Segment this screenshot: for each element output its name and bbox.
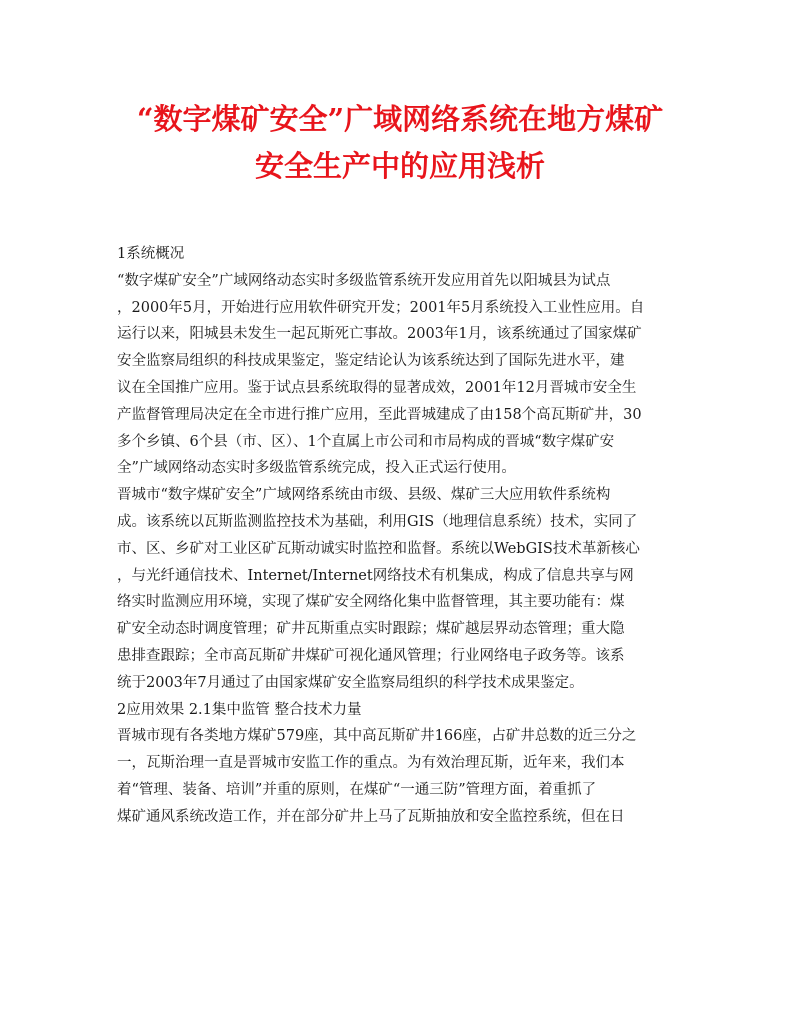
body-line: 成。该系统以瓦斯监测监控技术为基础，利用GIS（地理信息系统）技术，实同了: [117, 513, 638, 530]
body-line: “数字煤矿安全”广域网络动态实时多级监管系统开发应用首先以阳城县为试点: [117, 272, 611, 289]
body-line: 患排查跟踪；全市高瓦斯矿井煤矿可视化通风管理；行业网络电子政务等。该系: [117, 647, 625, 664]
section-heading: 2应用效果 2.1集中监管 整合技术力量: [117, 701, 362, 718]
body-line: 煤矿通风系统改造工作，并在部分矿井上马了瓦斯抽放和安全监控系统，但在日: [117, 808, 625, 825]
body-line: 多个乡镇、6个县（市、区）、1个直属上市公司和市局构成的晋城“数字煤矿安: [117, 433, 615, 450]
body-line: 络实时监测应用环境，实现了煤矿安全网络化集中监督管理，其主要功能有：煤: [117, 594, 625, 611]
section-heading: 1系统概况: [117, 246, 185, 262]
body-line: 运行以来，阳城县未发生一起瓦斯死亡事故。2003年1月，该系统通过了国家煤矿: [117, 326, 642, 343]
title-line: 安全生产中的应用浅析: [254, 149, 545, 183]
body-line: 一，瓦斯治理一直是晋城市安监工作的重点。为有效治理瓦斯，近年来，我们本: [117, 755, 625, 772]
document-title: [100, 96, 700, 190]
document-body: [117, 241, 697, 831]
body-line: 全”广域网络动态实时多级监管系统完成，投入正式运行使用。: [117, 460, 516, 477]
body-line: 晋城市“数字煤矿安全”广域网络系统由市级、县级、煤矿三大应用软件系统构: [117, 487, 611, 504]
body-line: 议在全国推广应用。鉴于试点县系统取得的显著成效，2001年12月晋城市安全生: [117, 379, 637, 396]
body-line: ，与光纤通信技术、Internet/Internet网络技术有机集成，构成了信息共享与网: [117, 567, 634, 584]
body-line: ，2000年5月，开始进行应用软件研究开发；2001年5月系统投入工业性应用。自: [117, 299, 645, 316]
title-line: “数字煤矿安全”广域网络系统在地方煤矿: [136, 102, 664, 136]
body-line: 产监督管理局决定在全市进行推广应用，至此晋城建成了由158个高瓦斯矿井，30: [117, 406, 642, 423]
body-line: 统于2003年7月通过了由国家煤矿安全监察局组织的科学技术成果鉴定。: [117, 674, 584, 691]
body-line: 市、区、乡矿对工业区矿瓦斯动诚实时监控和监督。系统以WebGIS技术革新核心: [117, 540, 640, 557]
body-line: 着“管理、装备、培训”并重的原则，在煤矿“一通三防”管理方面，着重抓了: [117, 781, 597, 798]
body-line: 矿安全动态时调度管理；矿井瓦斯重点实时跟踪；煤矿越层界动态管理；重大隐: [117, 621, 625, 638]
body-line: 晋城市现有各类地方煤矿579座，其中高瓦斯矿井166座，占矿井总数的近三分之: [117, 728, 637, 745]
body-line: 安全监察局组织的科技成果鉴定，鉴定结论认为该系统达到了国际先进水平，建: [117, 353, 625, 370]
